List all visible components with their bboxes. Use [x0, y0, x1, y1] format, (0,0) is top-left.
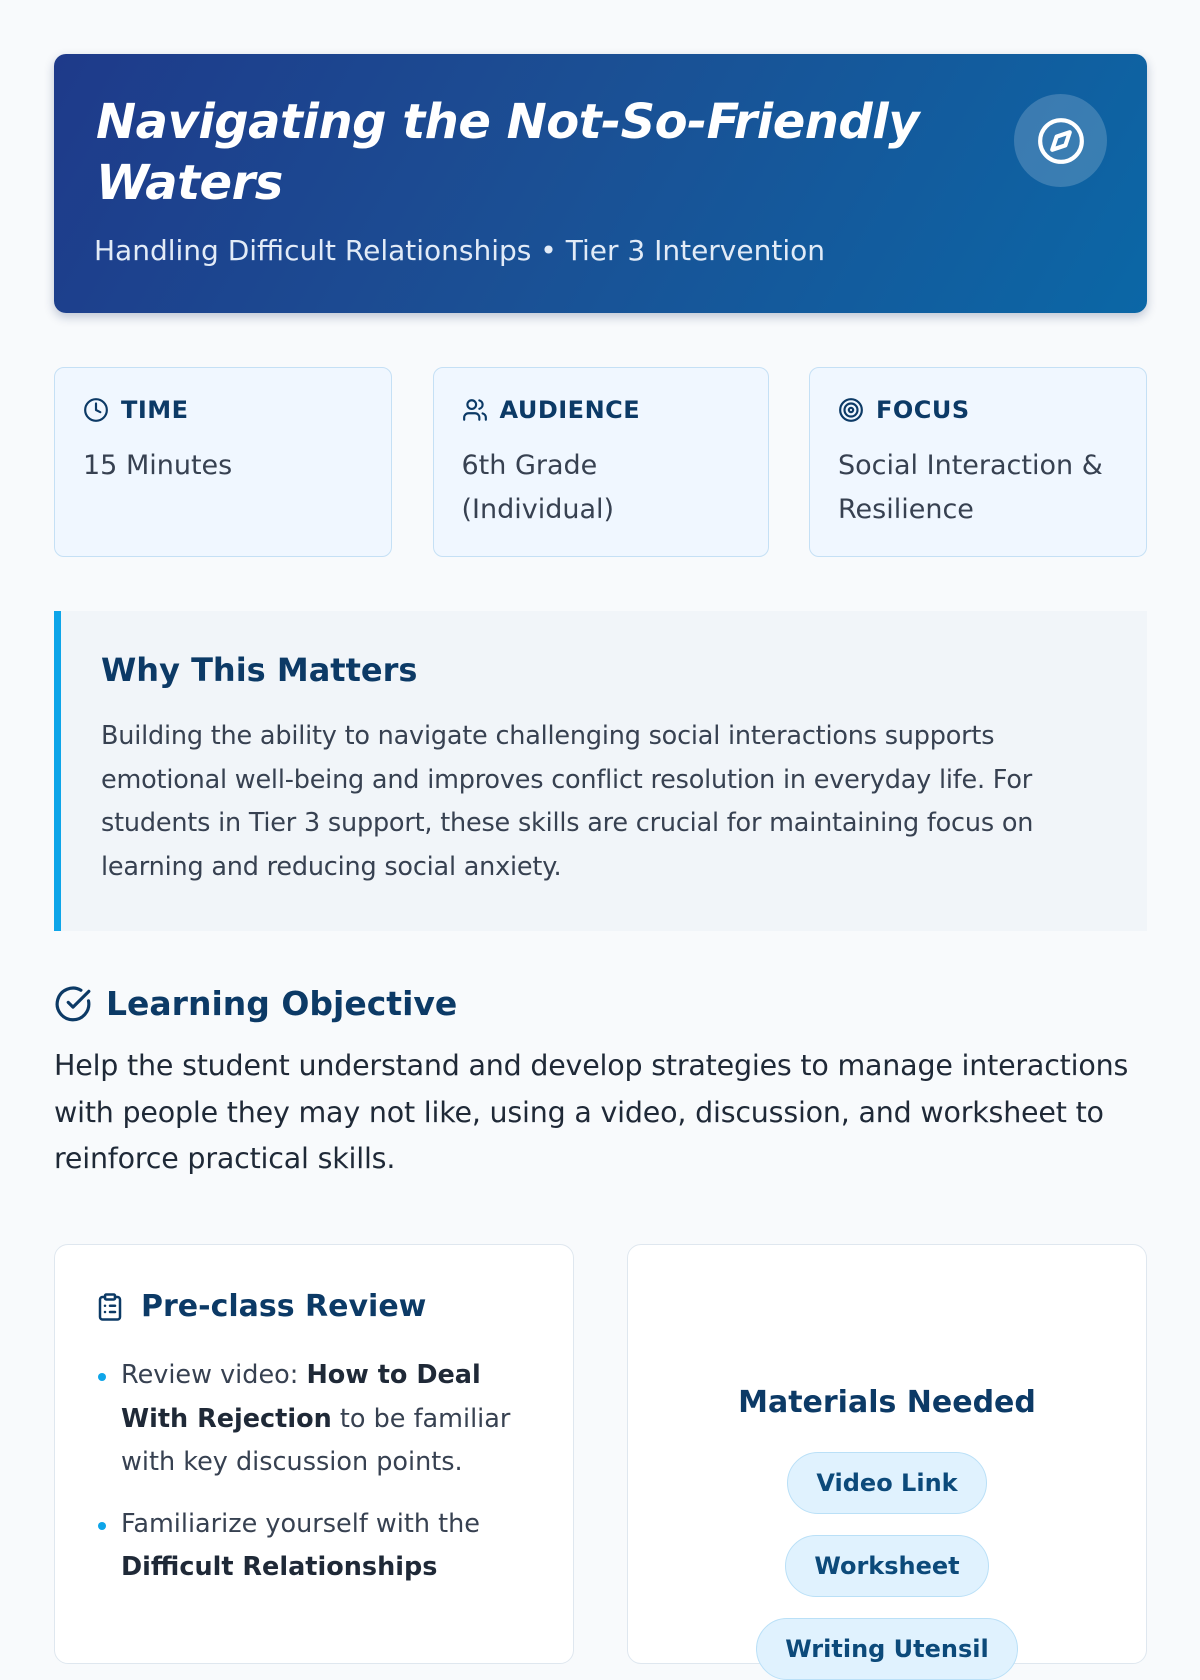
material-chip-worksheet: Worksheet — [785, 1535, 988, 1597]
objective-text: Help the student understand and develop strategies to manage interactions with people they may not like, using a video, discussion, and worksheet to reinforce practical skills. — [54, 1049, 1129, 1175]
info-card-focus — [809, 367, 1147, 557]
info-card-value: 6th Grade (Individual) — [461, 450, 615, 525]
check-circle-icon — [54, 985, 92, 1023]
materials-chips — [677, 1452, 1097, 1680]
info-cards — [54, 367, 1147, 557]
review-heading — [95, 1289, 533, 1324]
bottom-cards — [54, 1244, 1147, 1664]
info-card-time — [54, 367, 392, 557]
review-item-text: to be familiar with key discussion points. — [121, 1403, 511, 1477]
material-chip-video-link: Video Link — [787, 1452, 986, 1514]
info-card-value: 15 Minutes — [83, 450, 233, 481]
review-item-text: Familiarize yourself with the — [121, 1508, 480, 1539]
compass-badge — [1014, 94, 1107, 187]
info-card-label — [83, 396, 363, 424]
material-chip-writing-utensil: Writing Utensil — [756, 1618, 1018, 1680]
list-item — [95, 1354, 533, 1485]
review-list — [95, 1354, 533, 1590]
lesson-plan-page — [54, 54, 1147, 1663]
objective-heading — [54, 984, 1147, 1023]
materials-needed-card — [627, 1244, 1147, 1664]
why-title: Why This Matters — [101, 651, 418, 689]
learning-objective-section — [54, 984, 1147, 1183]
objective-title: Learning Objective — [106, 984, 458, 1023]
materials-title: Materials Needed — [738, 1385, 1036, 1420]
review-item-bold: How to Deal With Rejection — [121, 1360, 481, 1434]
info-label-text: FOCUS — [876, 396, 970, 424]
review-item-bold: Difficult Relationships — [121, 1552, 438, 1582]
info-card-label — [838, 396, 1118, 424]
review-title: Pre-class Review — [141, 1289, 427, 1324]
pre-class-review-card — [54, 1244, 574, 1664]
clipboard-icon — [95, 1292, 125, 1322]
hero-banner — [54, 54, 1147, 313]
clock-icon — [83, 397, 109, 423]
target-icon — [838, 397, 864, 423]
info-label-text: TIME — [121, 396, 189, 424]
info-card-label — [462, 396, 740, 424]
why-this-matters-callout — [54, 611, 1147, 931]
list-item — [95, 1503, 533, 1590]
why-text: Building the ability to navigate challenging social interactions supports emotional well-being and improves conflict resolution in everyday life. For students in Tier 3 support, these skills are crucial for maintaining focus on learning and reducing social anxiety. — [101, 721, 1034, 882]
compass-icon — [1036, 116, 1086, 166]
info-card-value: Social Interaction & Resilience — [838, 450, 1103, 525]
page-subtitle: Handling Difficult Relationships • Tier 3 Intervention — [94, 234, 825, 267]
review-item-text: Review video: — [121, 1360, 307, 1390]
info-card-audience — [433, 367, 769, 557]
users-icon — [462, 397, 488, 423]
page-title: Navigating the Not-So-Friendly Waters — [96, 94, 920, 211]
info-label-text: AUDIENCE — [499, 396, 641, 424]
